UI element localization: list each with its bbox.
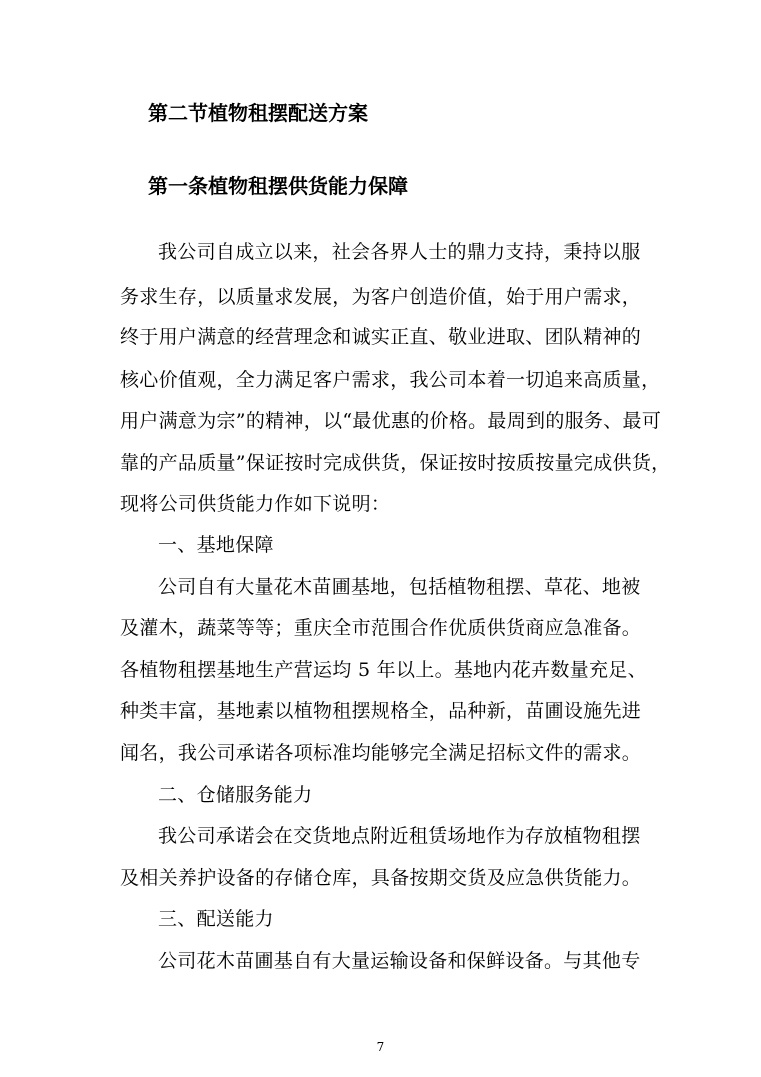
section-title: 第二节植物租摆配送方案 [148, 101, 368, 125]
paragraph-line: 我公司自成立以来，社会各界人士的鼎力支持，秉持以服 [158, 241, 641, 263]
paragraph-line: 公司花木苗圃基自有大量运输设备和保鲜设备。与其他专 [158, 950, 641, 972]
subheading-storage: 二、仓储服务能力 [158, 784, 313, 806]
paragraph-line: 及相关养护设备的存储仓库，具备按期交货及应急供货能力。 [120, 867, 642, 889]
subheading-delivery: 三、配送能力 [158, 908, 274, 930]
paragraph-line: 我公司承诺会在交货地点附近租赁场地作为存放植物租摆 [158, 825, 641, 847]
paragraph-line: 公司自有大量花木苗圃基地，包括植物租摆、草花、地被 [158, 576, 641, 598]
paragraph-line: 核心价值观，全力满足客户需求，我公司本着一切追来高质量， [120, 369, 661, 391]
paragraph-line: 种类丰富，基地素以植物租摆规格全，品种新，苗圃设施先进 [120, 700, 642, 722]
paragraph-line: 现将公司供货能力作如下说明： [120, 493, 391, 515]
paragraph-line: 闻名，我公司承诺各项标准均能够完全满足招标文件的需求。 [120, 742, 642, 764]
paragraph-line: 务求生存，以质量求发展，为客户创造价值，始于用户需求， [120, 286, 642, 308]
subheading-base: 一、基地保障 [158, 534, 274, 556]
paragraph-line: 及灌木，蔬菜等等；重庆全市范围合作优质供货商应急准备。 [120, 617, 642, 639]
paragraph-line: 用户满意为宗”的精神，以“最优惠的价格。最周到的服务、最可 [120, 410, 662, 432]
paragraph-line: 终于用户满意的经营理念和诚实正直、敬业进取、团队精神的 [120, 326, 642, 348]
article-title: 第一条植物租摆供货能力保障 [148, 174, 408, 198]
paragraph-line: 靠的产品质量”保证按时完成供货，保证按时按质按量完成供货， [120, 452, 671, 474]
page-number: 7 [376, 1040, 385, 1054]
paragraph-line: 各植物租摆基地生产营运均 5 年以上。基地内花卉数量充足、 [120, 659, 647, 681]
